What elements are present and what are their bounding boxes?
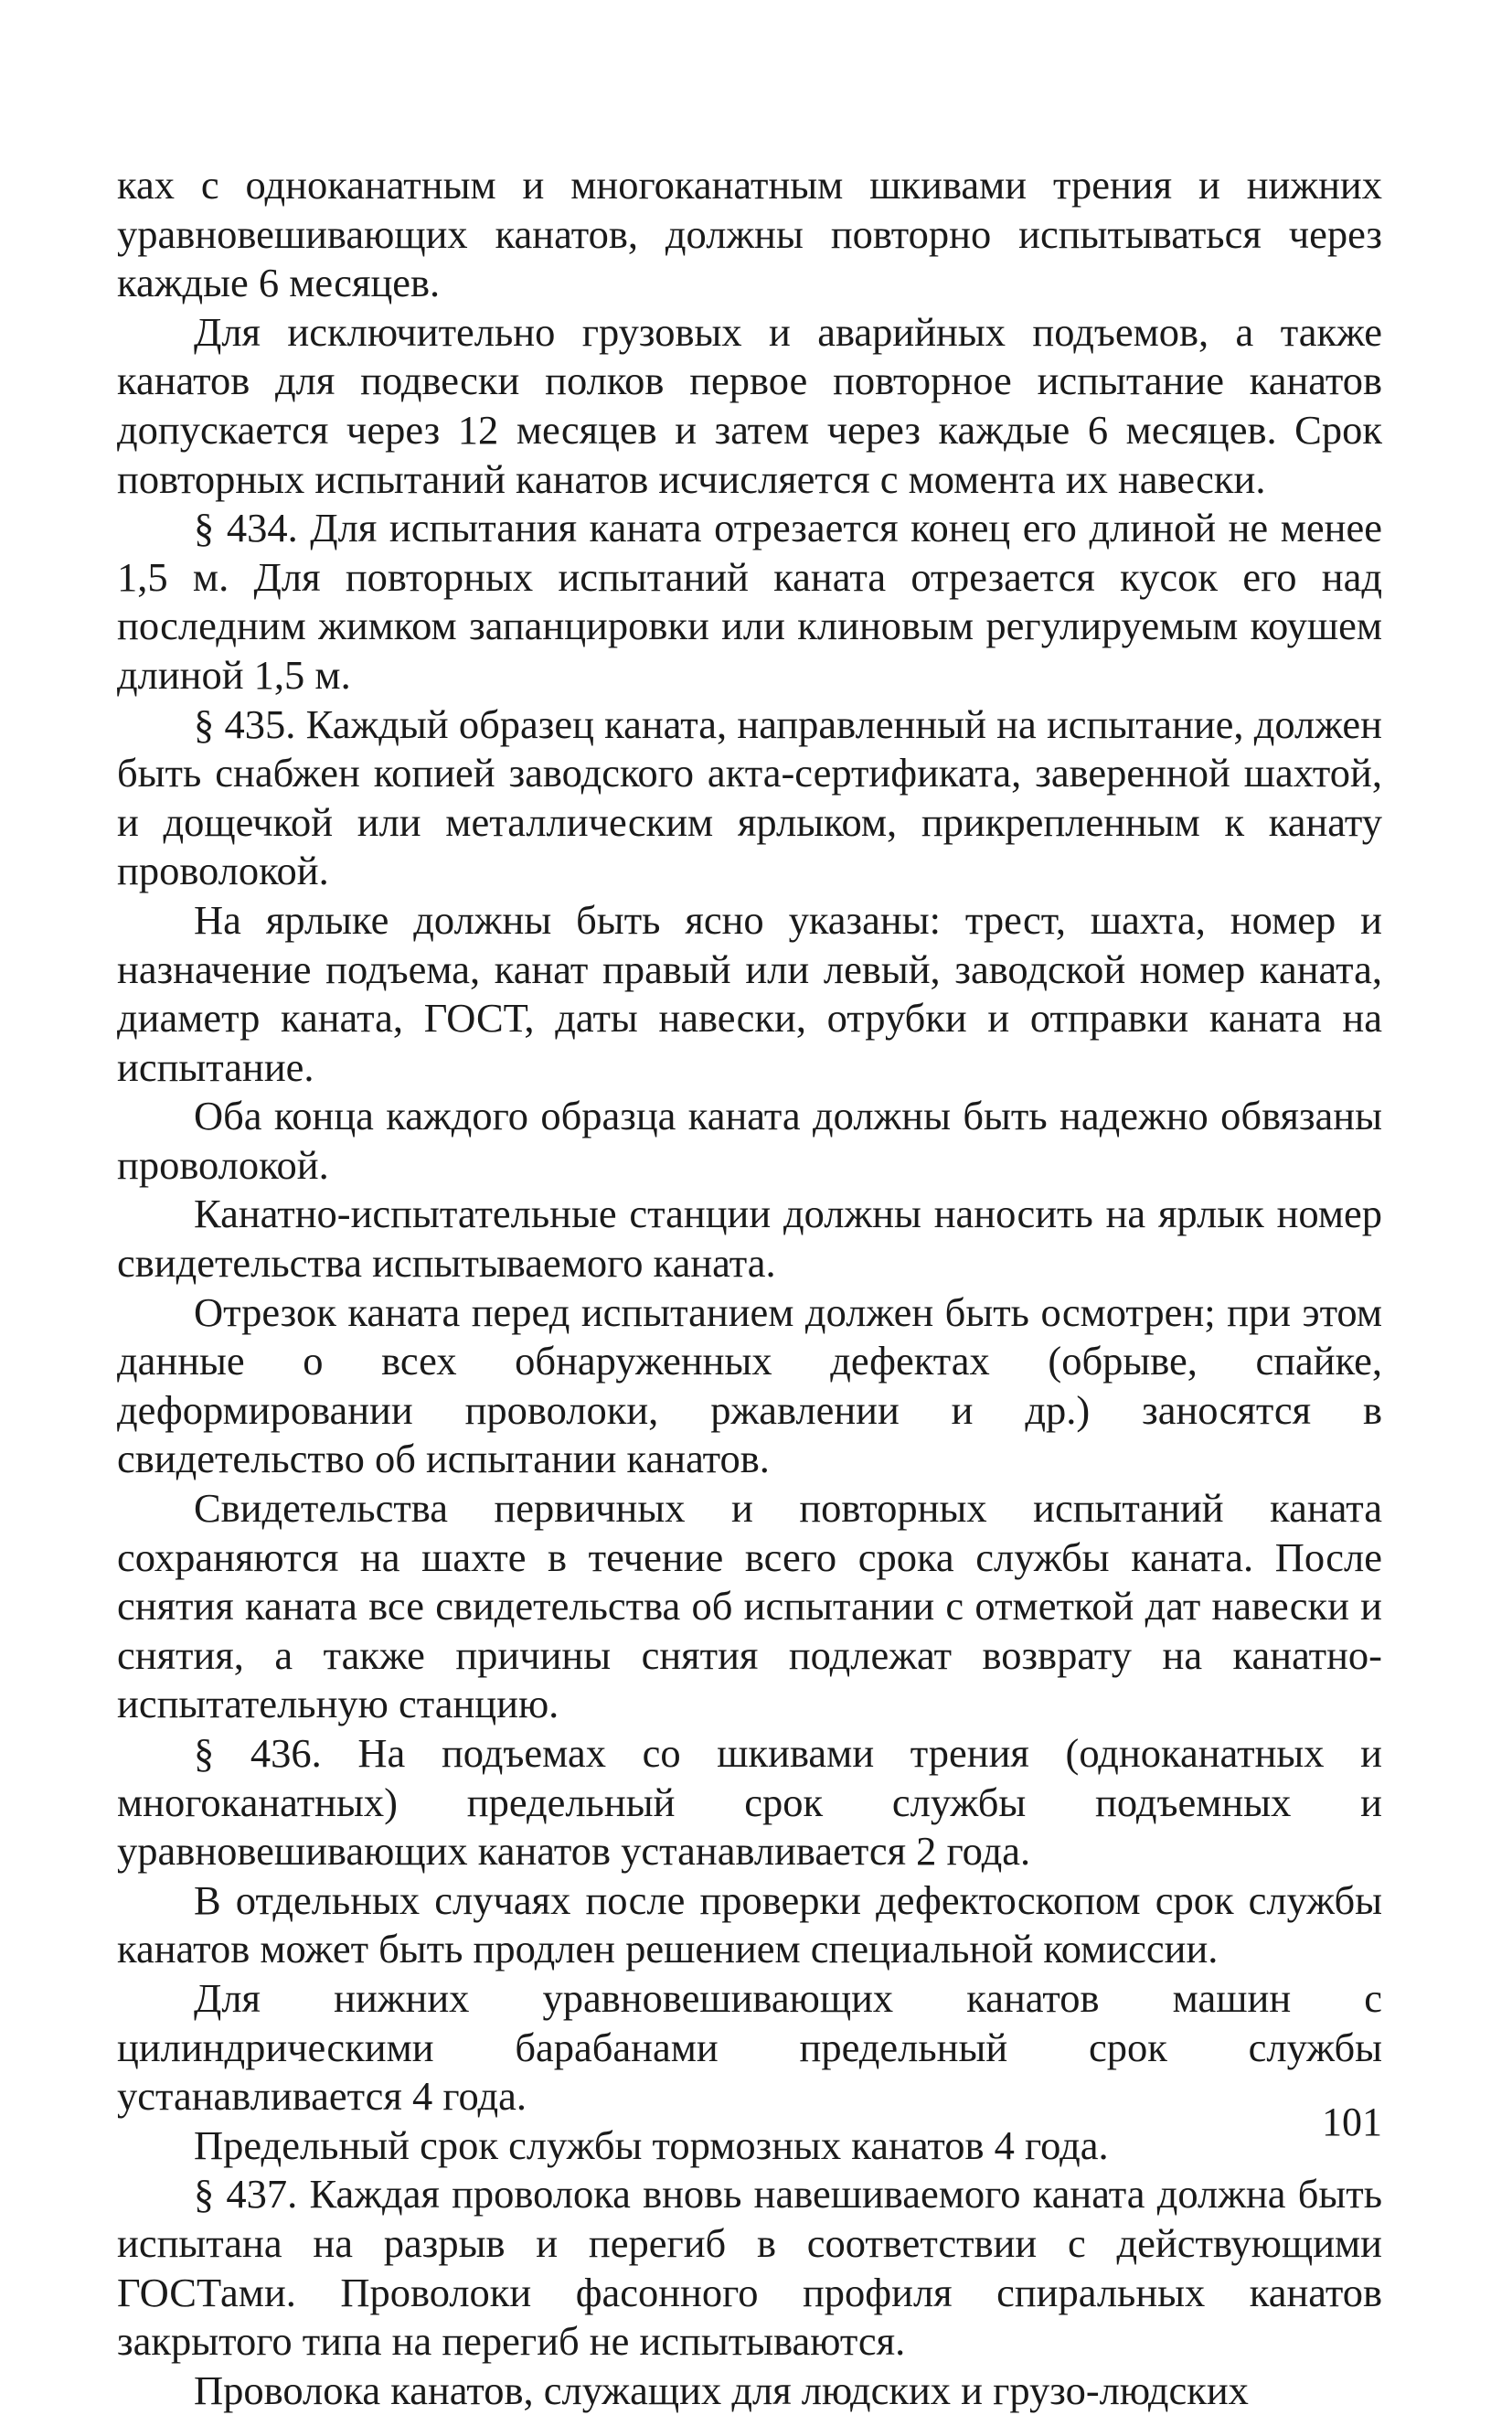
paragraph-brake-ropes: Предельный срок службы тормозных канатов 4 года. (194, 2121, 1109, 2168)
paragraph-section-435: § 435. Каждый образец каната, направленный на испытание, должен быть снабжен копией заводского акта-сертификата, заверенной шахтой, и дощечкой или металлическим ярлыком, прикрепленным к канату проволокой. (117, 700, 1382, 894)
paragraph-flaw-detector: В отдельных случаях после проверки дефектоскопом срок службы канатов может быть продлен решением специальной комиссии. (117, 1876, 1382, 1972)
paragraph-label-contents: На ярлыке должны быть ясно указаны: трест, шахта, номер и назначение подъема, канат правый или левый, заводской номер каната, диаметр каната, ГОСТ, даты навески, отрубки и отправки каната на испытание. (117, 896, 1382, 1090)
page-number: 101 (1322, 2100, 1382, 2144)
paragraph-section-434: § 434. Для испытания каната отрезается конец его длиной не менее 1,5 м. Для повторных испытаний каната отрезается кусок его над последним жимком запанцировки или клиновым регулируемым коушем длиной 1,5 м. (117, 505, 1382, 698)
paragraph-sample-inspection: Отрезок каната перед испытанием должен быть осмотрен; при этом данные о всех обнаруженных дефектах (обрыве, спайке, деформировании проволоки, ржавлении и др.) заносятся в свидетельство об испытании канатов. (117, 1288, 1382, 1482)
page-body (117, 161, 1382, 2415)
paragraph-testing-stations: Канатно-испытательные станции должны наносить на ярлык номер свидетельства испытываемого каната. (117, 1191, 1382, 1287)
paragraph-cylindrical-drums: Для нижних уравновешивающих канатов машин с цилиндрическими барабанами предельный срок службы устанавливается 4 года. (117, 1974, 1382, 2120)
paragraph-continuation: ках с одноканатным и многоканатным шкивами трения и нижних уравновешивающих канатов, должны повторно испытываться через каждые 6 месяцев. (117, 162, 1382, 306)
paragraph-section-437: § 437. Каждая проволока вновь навешиваемого каната должна быть испытана на разрыв и перегиб в соответствии с действующими ГОСТами. Проволоки фасонного профиля спиральных канатов закрытого типа на перегиб не испытываются. (117, 2171, 1382, 2365)
paragraph-sample-ends: Оба конца каждого образца каната должны быть надежно обвязаны проволокой. (117, 1093, 1382, 1188)
paragraph-section-436: § 436. На подъемах со шкивами трения (одноканатных и многоканатных) предельный срок службы подъемных и уравновешивающих канатов устанавливается 2 года. (117, 1730, 1382, 1875)
paragraph-passenger-ropes: Проволока канатов, служащих для людских и грузо-людских (194, 2367, 1249, 2413)
paragraph-freight-emergency-hoists: Для исключительно грузовых и аварийных подъемов, а также канатов для подвески полков первое повторное испытание канатов допускается через 12 месяцев и затем через каждые 6 месяцев. Срок повторных испытаний канатов исчисляется с момента их навески. (117, 308, 1382, 502)
paragraph-certificates: Свидетельства первичных и повторных испытаний каната сохраняются на шахте в течение всего срока службы каната. После снятия каната все свидетельства об испытании с отметкой дат навески и снятия, а также причины снятия подлежат возврату на канатно-испытательную станцию. (117, 1485, 1382, 1727)
